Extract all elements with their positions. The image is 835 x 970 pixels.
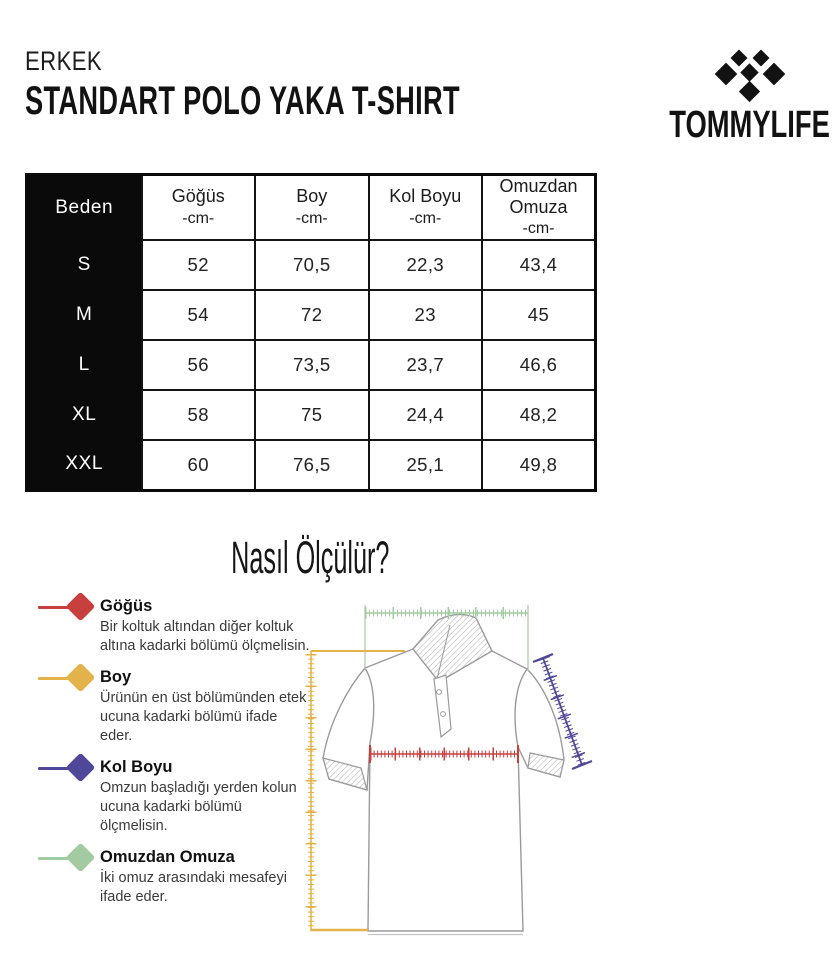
measure-marker-icon [38,596,100,622]
value-cell: 56 [142,340,256,390]
value-cell: 70,5 [255,240,369,290]
brand-logo-block [665,46,835,147]
legend-title: Kol Boyu [100,757,173,776]
corner-cell: Beden [27,175,142,240]
legend-title: Omuzdan Omuza [100,847,235,866]
legend-title: Göğüs [100,596,153,615]
header-titles [25,46,665,124]
legend-text [100,596,310,656]
legend-item-kol-boyu [38,757,310,836]
size-cell: S [27,240,142,290]
table-row [27,390,596,440]
column-label: Omuzdan Omuza [499,176,578,217]
value-cell: 52 [142,240,256,290]
value-cell: 60 [142,440,256,491]
value-cell: 25,1 [369,440,483,491]
legend-text [100,847,310,907]
column-label: Kol Boyu [389,186,462,207]
value-cell: 49,8 [482,440,596,491]
value-cell: 58 [142,390,256,440]
column-header [255,175,369,240]
legend-description: İki omuz arasındaki mesafeyi ifade eder. [100,869,287,905]
size-cell: L [27,340,142,390]
column-header [482,175,596,240]
legend-description: Ürünün en üst bölümünden etek ucuna kadarki bölümü ifade eder. [100,689,307,744]
value-cell: 75 [255,390,369,440]
brand-diamonds-icon [711,48,789,102]
how-to-heading: Nasıl Ölçülür? [230,531,390,583]
measure-marker-icon [38,667,100,693]
legend-description: Omzun başladığı yerden kolun ucuna kadarki bölümü ölçmelisin. [100,779,297,834]
column-header [142,175,256,240]
unit-label: -cm- [409,210,442,228]
shirt-collar [413,614,492,682]
column-label: Boy [296,186,328,207]
category-label: ERKEK [25,46,103,76]
value-cell: 43,4 [482,240,596,290]
measure-legend [38,596,310,918]
size-cell: XL [27,390,142,440]
shirt-right-sleeve [515,669,564,777]
header [0,0,831,147]
legend-text [100,667,310,746]
value-cell: 22,3 [369,240,483,290]
value-cell: 23,7 [369,340,483,390]
diamond-icon [66,752,96,782]
how-to-section [0,588,620,970]
measure-marker-icon [38,847,100,873]
diamond-icon [66,591,96,621]
shirt-placket [434,675,451,737]
table-row [27,440,596,491]
table-row [27,340,596,390]
diamond-icon [740,63,758,81]
value-cell: 45 [482,290,596,340]
value-cell: 48,2 [482,390,596,440]
table-header-row [27,175,596,240]
value-cell: 76,5 [255,440,369,491]
legend-title: Boy [100,667,132,686]
legend-item-boy [38,667,310,746]
brand-name: TOMMYLIFE [669,104,831,146]
diamond-icon [714,63,737,86]
legend-description: Bir koltuk altından diğer koltuk altına kadarki bölümü ölçmelisin. [100,618,310,654]
product-title: STANDART POLO YAKA T-SHIRT [25,79,460,123]
legend-text [100,757,310,836]
size-cell: M [27,290,142,340]
value-cell: 23 [369,290,483,340]
unit-label: -cm- [182,210,215,228]
shirt-left-sleeve [323,668,374,790]
value-cell: 72 [255,290,369,340]
legend-item-gogus [38,596,310,656]
size-table [25,173,597,492]
diamond-icon [762,63,785,86]
value-cell: 24,4 [369,390,483,440]
diamond-icon [739,81,760,102]
value-cell: 73,5 [255,340,369,390]
diamond-icon [66,842,96,872]
diamond-icon [752,50,769,67]
value-cell: 54 [142,290,256,340]
button-icon [441,711,446,716]
column-header [369,175,483,240]
diamond-icon [730,50,747,67]
table-row [27,290,596,340]
legend-item-omuzdan-omuza [38,847,310,907]
unit-label: -cm- [522,220,555,238]
button-icon [437,689,442,694]
unit-label: -cm- [295,210,328,228]
table-row [27,240,596,290]
column-label: Göğüs [171,186,225,207]
size-cell: XXL [27,440,142,491]
diamond-icon [66,662,96,692]
polo-shirt-diagram [300,592,620,954]
measure-marker-icon [38,757,100,783]
value-cell: 46,6 [482,340,596,390]
how-to-heading-wrap [0,532,620,584]
